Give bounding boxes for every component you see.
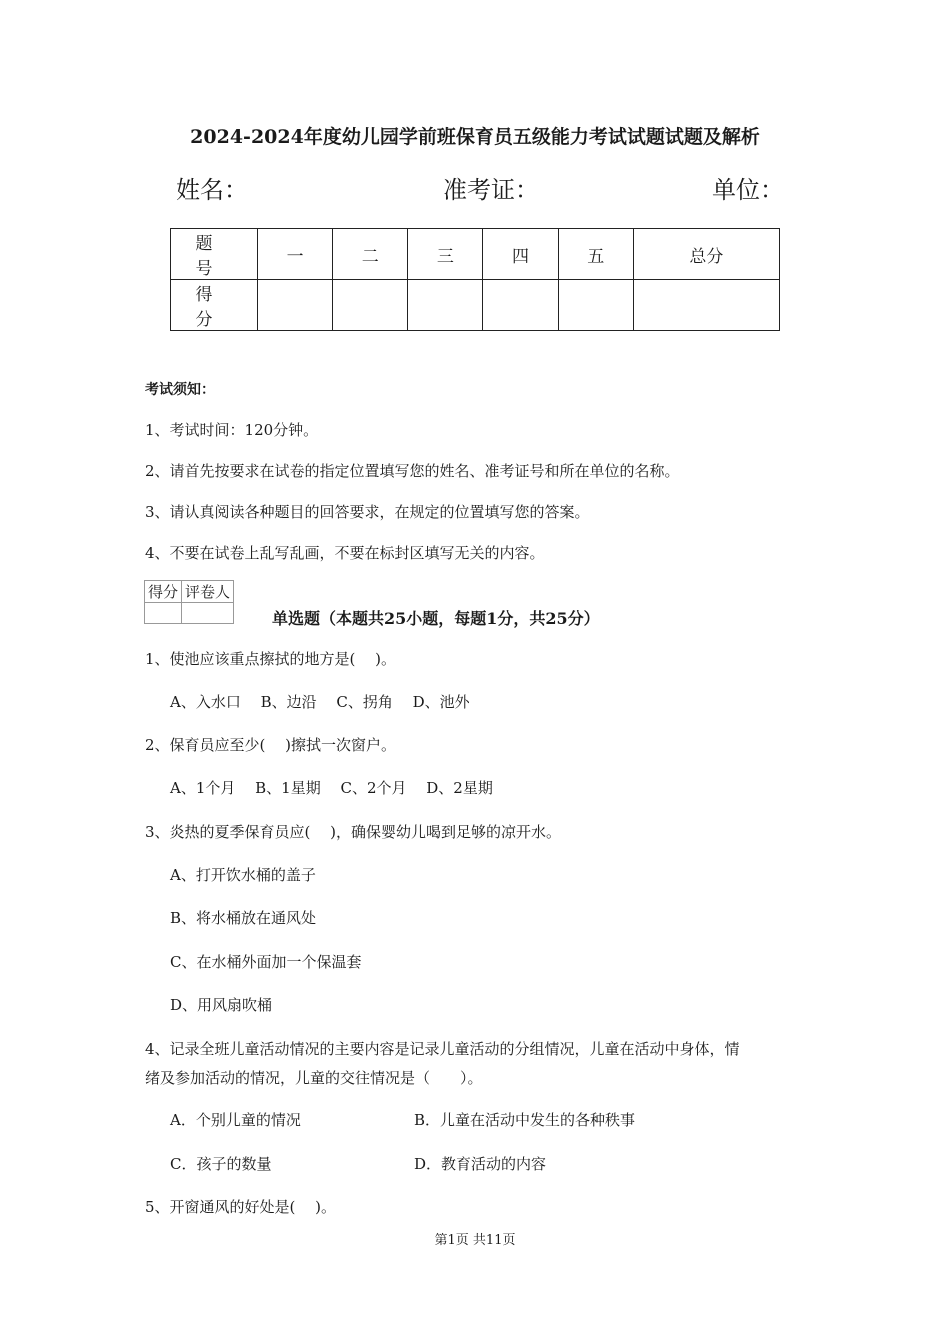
grader-score-cell[interactable] — [145, 603, 182, 624]
score-table-header-cell: 题 号 — [171, 229, 258, 280]
score-table-header-cell: 四 — [483, 229, 558, 280]
score-table-header-cell: 总分 — [633, 229, 779, 280]
question-3-option-d: D、用风扇吹桶 — [170, 996, 273, 1014]
score-cell[interactable] — [633, 280, 779, 331]
notice-item: 1、考试时间：120分钟。 — [145, 421, 319, 439]
name-field-label: 姓名： — [176, 176, 248, 204]
question-3-stem: 3、炎热的夏季保育员应( )，确保婴幼儿喝到足够的凉开水。 — [145, 823, 562, 841]
notice-item: 3、请认真阅读各种题目的回答要求，在规定的位置填写您的答案。 — [145, 503, 590, 521]
grader-score-label: 得分 — [145, 581, 182, 603]
score-table-header-row — [171, 229, 780, 280]
score-table — [170, 228, 780, 331]
score-table-header-cell: 二 — [333, 229, 408, 280]
question-3-option-a: A、打开饮水桶的盖子 — [170, 866, 316, 884]
question-4-option-c: C．孩子的数量 — [170, 1155, 272, 1173]
score-table-header-cell: 三 — [408, 229, 483, 280]
score-cell[interactable] — [558, 280, 633, 331]
grader-reviewer-cell[interactable] — [182, 603, 234, 624]
question-3-option-b: B、将水桶放在通风处 — [170, 909, 317, 927]
question-3-option-c: C、在水桶外面加一个保温套 — [170, 953, 362, 971]
question-4-stem-line-1: 4、记录全班儿童活动情况的主要内容是记录儿童活动的分组情况，儿童在活动中身体，情 — [145, 1040, 740, 1058]
grader-reviewer-label: 评卷人 — [182, 581, 234, 603]
notice-item: 4、不要在试卷上乱写乱画，不要在标封区填写无关的内容。 — [145, 544, 545, 562]
score-table-header-cell: 五 — [558, 229, 633, 280]
score-cell[interactable] — [333, 280, 408, 331]
page-footer: 第1页 共11页 — [434, 1233, 516, 1248]
grader-box — [144, 580, 234, 624]
question-5-stem: 5、开窗通风的好处是( )。 — [145, 1198, 337, 1216]
score-row-label: 得 分 — [171, 280, 258, 331]
exam-id-field-label: 准考证： — [443, 176, 539, 204]
question-4-option-d: D．教育活动的内容 — [414, 1155, 547, 1173]
document-title: 2024-2024年度幼儿园学前班保育员五级能力考试试题试题及解析 — [190, 126, 760, 148]
score-table-header-cell: 一 — [258, 229, 333, 280]
unit-field-label: 单位： — [712, 176, 784, 204]
question-2-stem: 2、保育员应至少( )擦拭一次窗户。 — [145, 736, 397, 754]
score-cell[interactable] — [408, 280, 483, 331]
question-4-option-b: B．儿童在活动中发生的各种秩事 — [414, 1111, 636, 1129]
score-cell[interactable] — [483, 280, 558, 331]
question-4-option-a: A．个别儿童的情况 — [170, 1111, 301, 1129]
section-title: 单选题（本题共25小题，每题1分，共25分） — [272, 609, 600, 628]
question-1-options: A、入水口 B、边沿 C、拐角 D、池外 — [170, 693, 470, 711]
score-table-score-row — [171, 280, 780, 331]
question-2-options: A、1个月 B、1星期 C、2个月 D、2星期 — [170, 779, 493, 797]
notice-item: 2、请首先按要求在试卷的指定位置填写您的姓名、准考证号和所在单位的名称。 — [145, 462, 680, 480]
notice-heading: 考试须知： — [145, 382, 215, 398]
question-1-stem: 1、使池应该重点擦拭的地方是( )。 — [145, 650, 397, 668]
question-4-stem-line-2: 绪及参加活动的情况，儿童的交往情况是（ ）。 — [145, 1069, 483, 1087]
